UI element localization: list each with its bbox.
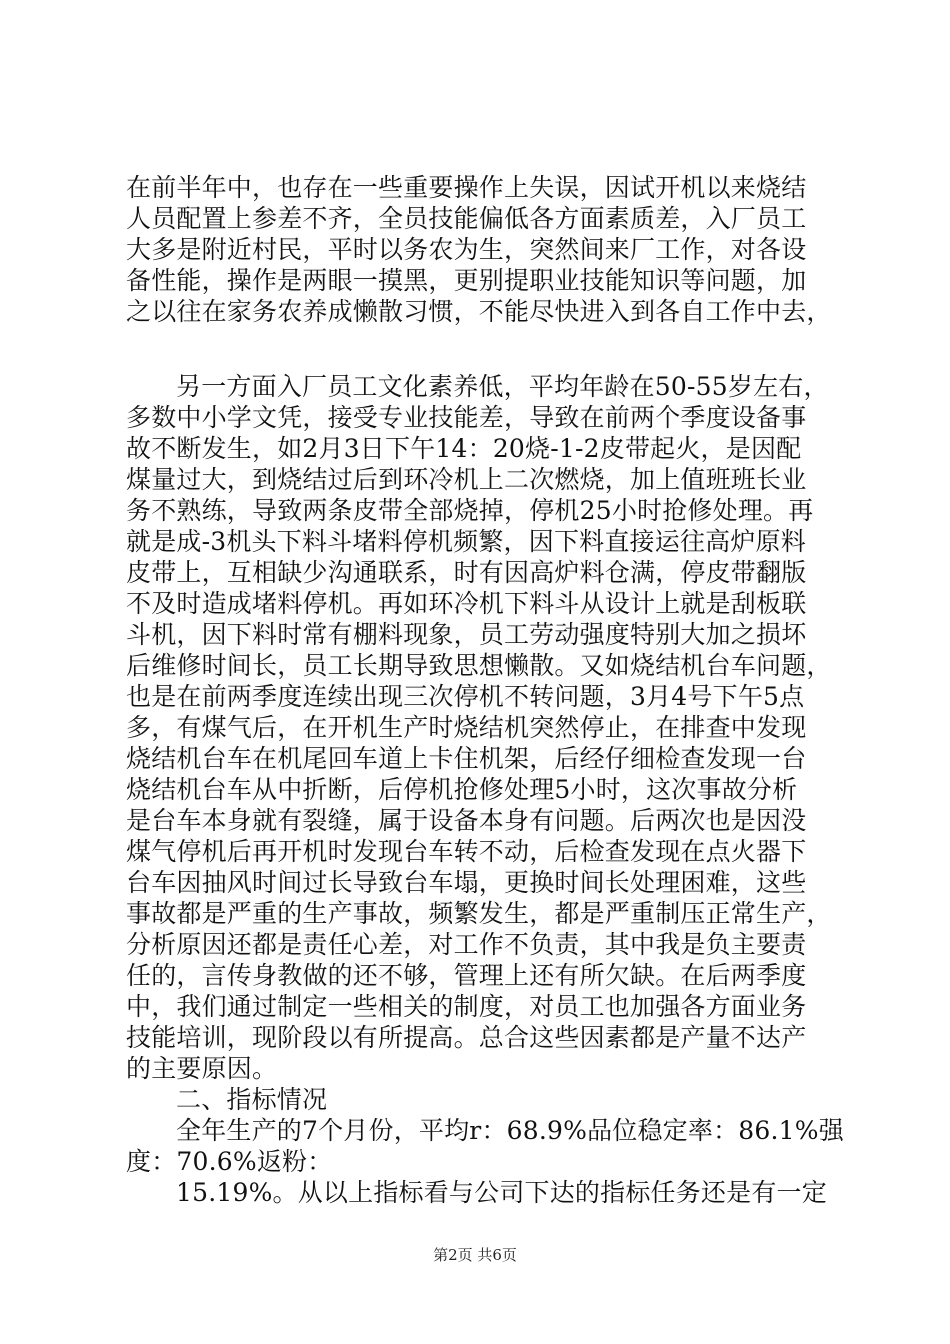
page-number-footer: 第2页 共6页 <box>433 1246 517 1264</box>
paragraph-line: 后维修时间长，员工长期导致思想懒散。又如烧结机台车问题， <box>126 651 832 680</box>
paragraph-line: 皮带上，互相缺少沟通联系，时有因高炉料仓满，停皮带翻版 <box>126 558 807 587</box>
paragraph-line: 人员配置上参差不齐，全员技能偏低各方面素质差，入厂员工 <box>126 204 807 233</box>
paragraph-line: 多，有煤气后，在开机生产时烧结机突然停止，在排查中发现 <box>126 713 807 742</box>
paragraph-line: 在前半年中，也存在一些重要操作上失误，因试开机以来烧结 <box>126 173 807 202</box>
paragraph-gap <box>126 327 836 371</box>
paragraph-line: 全年生产的7个月份，平均r：68.9%品位稳定率：86.1%强 <box>176 1116 844 1145</box>
paragraph-line: 就是成-3机头下料斗堵料停机频繁，因下料直接运往高炉原料 <box>126 527 806 556</box>
paragraph-4 <box>126 1177 836 1208</box>
paragraph-line: 事故都是严重的生产事故，频繁发生，都是严重制压正常生产， <box>126 899 832 928</box>
paragraph-line: 技能培训，现阶段以有所提高。总合这些因素都是产量不达产 <box>126 1023 807 1052</box>
paragraph-line: 煤量过大，到烧结过后到环冷机上二次燃烧，加上值班班长业 <box>126 465 807 494</box>
paragraph-line: 分析原因还都是责任心差，对工作不负责，其中我是负主要责 <box>126 930 807 959</box>
section-heading: 二、指标情况 <box>176 1085 328 1114</box>
paragraph-line: 不及时造成堵料停机。再如环冷机下料斗从设计上就是刮板联 <box>126 589 807 618</box>
paragraph-line: 务不熟练，导致两条皮带全部烧掉，停机25小时抢修处理。再 <box>126 496 814 525</box>
paragraph-line: 也是在前两季度连续出现三次停机不转问题，3月4号下午5点 <box>126 682 805 711</box>
paragraph-line: 15.19%。从以上指标看与公司下达的指标任务还是有一定 <box>176 1178 827 1207</box>
paragraph-line: 度：70.6%返粉： <box>126 1147 333 1176</box>
paragraph-2 <box>126 371 836 1084</box>
paragraph-line: 另一方面入厂员工文化素养低，平均年龄在50-55岁左右， <box>176 372 829 401</box>
paragraph-line: 的主要原因。 <box>126 1054 278 1083</box>
paragraph-line: 之以往在家务农养成懒散习惯，不能尽快进入到各自工作中去， <box>126 297 832 326</box>
paragraph-line: 多数中小学文凭，接受专业技能差，导致在前两个季度设备事 <box>126 403 807 432</box>
document-body <box>126 172 844 1208</box>
paragraph-line: 备性能，操作是两眼一摸黑，更别提职业技能知识等问题，加 <box>126 266 807 295</box>
paragraph-line: 烧结机台车从中折断，后停机抢修处理5小时，这次事故分析 <box>126 775 798 804</box>
paragraph-line: 是台车本身就有裂缝，属于设备本身有问题。后两次也是因没 <box>126 806 807 835</box>
paragraph-line: 故不断发生，如2月3日下午14：20烧-1-2皮带起火，是因配 <box>126 434 802 463</box>
paragraph-line: 大多是附近村民，平时以务农为生，突然间来厂工作，对各设 <box>126 235 807 264</box>
paragraph-3 <box>126 1115 844 1177</box>
paragraph-line: 中，我们通过制定一些相关的制度，对员工也加强各方面业务 <box>126 992 807 1021</box>
paragraph-line: 任的，言传身教做的还不够，管理上还有所欠缺。在后两季度 <box>126 961 807 990</box>
paragraph-line: 煤气停机后再开机时发现台车转不动，后检查发现在点火器下 <box>126 837 807 866</box>
paragraph-line: 台车因抽风时间过长导致台车塌，更换时间长处理困难，这些 <box>126 868 807 897</box>
paragraph-line: 斗机，因下料时常有棚料现象，员工劳动强度特别大加之损坏 <box>126 620 807 649</box>
paragraph-1 <box>126 172 836 327</box>
paragraph-line: 烧结机台车在机尾回车道上卡住机架，后经仔细检查发现一台 <box>126 744 807 773</box>
